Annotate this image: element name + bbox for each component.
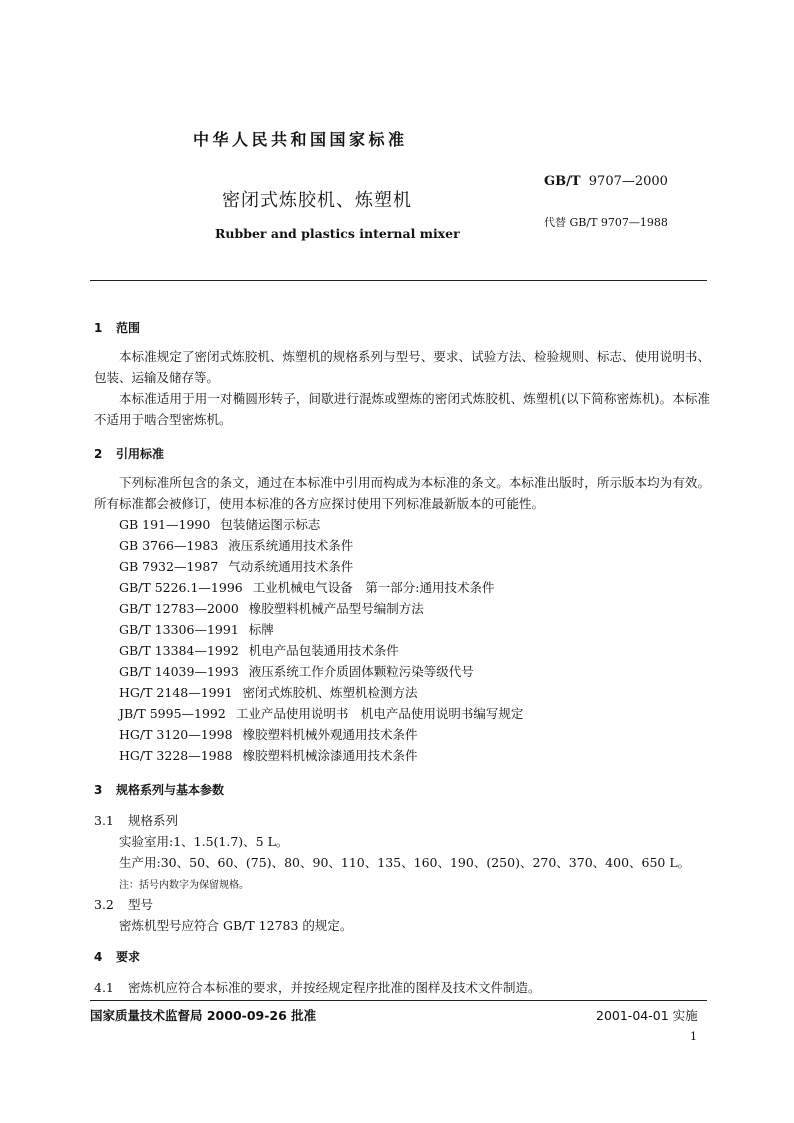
section-title: 范围 [116,321,141,335]
section-title: 引用标准 [116,447,165,461]
section-number: 1 [94,321,103,335]
reference-item: GB 191—1990 包装储运图示标志 [119,517,321,532]
reference-item: JB/T 5995—1992 工业产品使用说明书 机电产品使用说明书编写规定 [119,706,524,721]
section-4-heading [94,948,140,965]
section-2-paragraph: 下列标准所包含的条文，通过在本标准中引用而构成为本标准的条文。本标准出版时，所示版本均为有效。所有标准都会被修订，使用本标准的各方应探讨使用下列标准最新版本的可能性。 [94,475,710,511]
standard-code-prefix: GB/T [544,174,581,189]
subsection-3-1-heading [94,811,178,829]
standard-code-number: 9707—2000 [588,174,668,189]
subsection-number: 3.2 [94,897,114,912]
subsection-3-2-heading [94,895,153,913]
approval-line: 国家质量技术监督局 2000-09-26 批准 [90,1008,317,1023]
subsection-number: 3.1 [94,813,114,828]
model-requirement: 密炼机型号应符合 GB/T 12783 的规定。 [119,918,353,933]
replaces-standard: 代替 GB/T 9707—1988 [544,216,668,229]
standard-code [544,174,668,189]
subsection-4-1 [94,978,541,996]
header-divider [90,280,707,281]
reference-item: GB/T 5226.1—1996 工业机械电气设备 第一部分:通用技术条件 [119,580,495,595]
reference-item: HG/T 2148—1991 密闭式炼胶机、炼塑机检测方法 [119,685,418,700]
section-2-heading [94,445,164,462]
reference-item: GB/T 13306—1991 标牌 [119,622,274,637]
reference-item: HG/T 3228—1988 橡胶塑料机械涂漆通用技术条件 [119,748,418,763]
section-number: 4 [94,950,103,964]
capacity-note: 注：括号内数字为保留规格。 [119,880,249,891]
reference-item: GB 7932—1987 气动系统通用技术条件 [119,559,354,574]
subsection-text: 密炼机应符合本标准的要求，并按经规定程序批准的图样及技术文件制造。 [128,980,541,995]
section-number: 2 [94,447,103,461]
section-title: 规格系列与基本参数 [116,783,225,797]
footer-divider [90,1000,707,1001]
section-title: 要求 [116,950,141,964]
section-1-heading [94,319,140,336]
reference-item: GB/T 12783—2000 橡胶塑料机械产品型号编制方法 [119,601,424,616]
title-english: Rubber and plastics internal mixer [215,226,460,241]
national-standard-heading: 中华人民共和国国家标准 [193,130,408,149]
title-chinese: 密闭式炼胶机、炼塑机 [222,190,412,211]
section-3-heading [94,781,224,798]
section-number: 3 [94,783,103,797]
subsection-title: 规格系列 [128,813,179,828]
reference-item: GB 3766—1983 液压系统通用技术条件 [119,538,354,553]
lab-capacities: 实验室用:1、1.5(1.7)、5 L。 [119,834,289,849]
section-1-paragraph-1: 本标准规定了密闭式炼胶机、炼塑机的规格系列与型号、要求、试验方法、检验规则、标志、使用说明书、包装、运输及储存等。 [94,349,710,385]
reference-item: GB/T 13384—1992 机电产品包装通用技术条件 [119,643,399,658]
reference-item: HG/T 3120—1998 橡胶塑料机械外观通用技术条件 [119,727,418,742]
reference-item: GB/T 14039—1993 液压系统工作介质固体颗粒污染等级代号 [119,664,474,679]
production-capacities: 生产用:30、50、60、(75)、80、90、110、135、160、190、(250)、270、370、400、650 L。 [119,855,691,870]
subsection-title: 型号 [128,897,154,912]
effective-date: 2001-04-01 实施 [596,1008,698,1023]
subsection-number: 4.1 [94,980,114,995]
section-1-paragraph-2: 本标准适用于用一对椭圆形转子，间歇进行混炼或塑炼的密闭式炼胶机、炼塑机(以下简称密炼机)。本标准不适用于啮合型密炼机。 [94,391,710,427]
page-number: 1 [690,1030,697,1043]
